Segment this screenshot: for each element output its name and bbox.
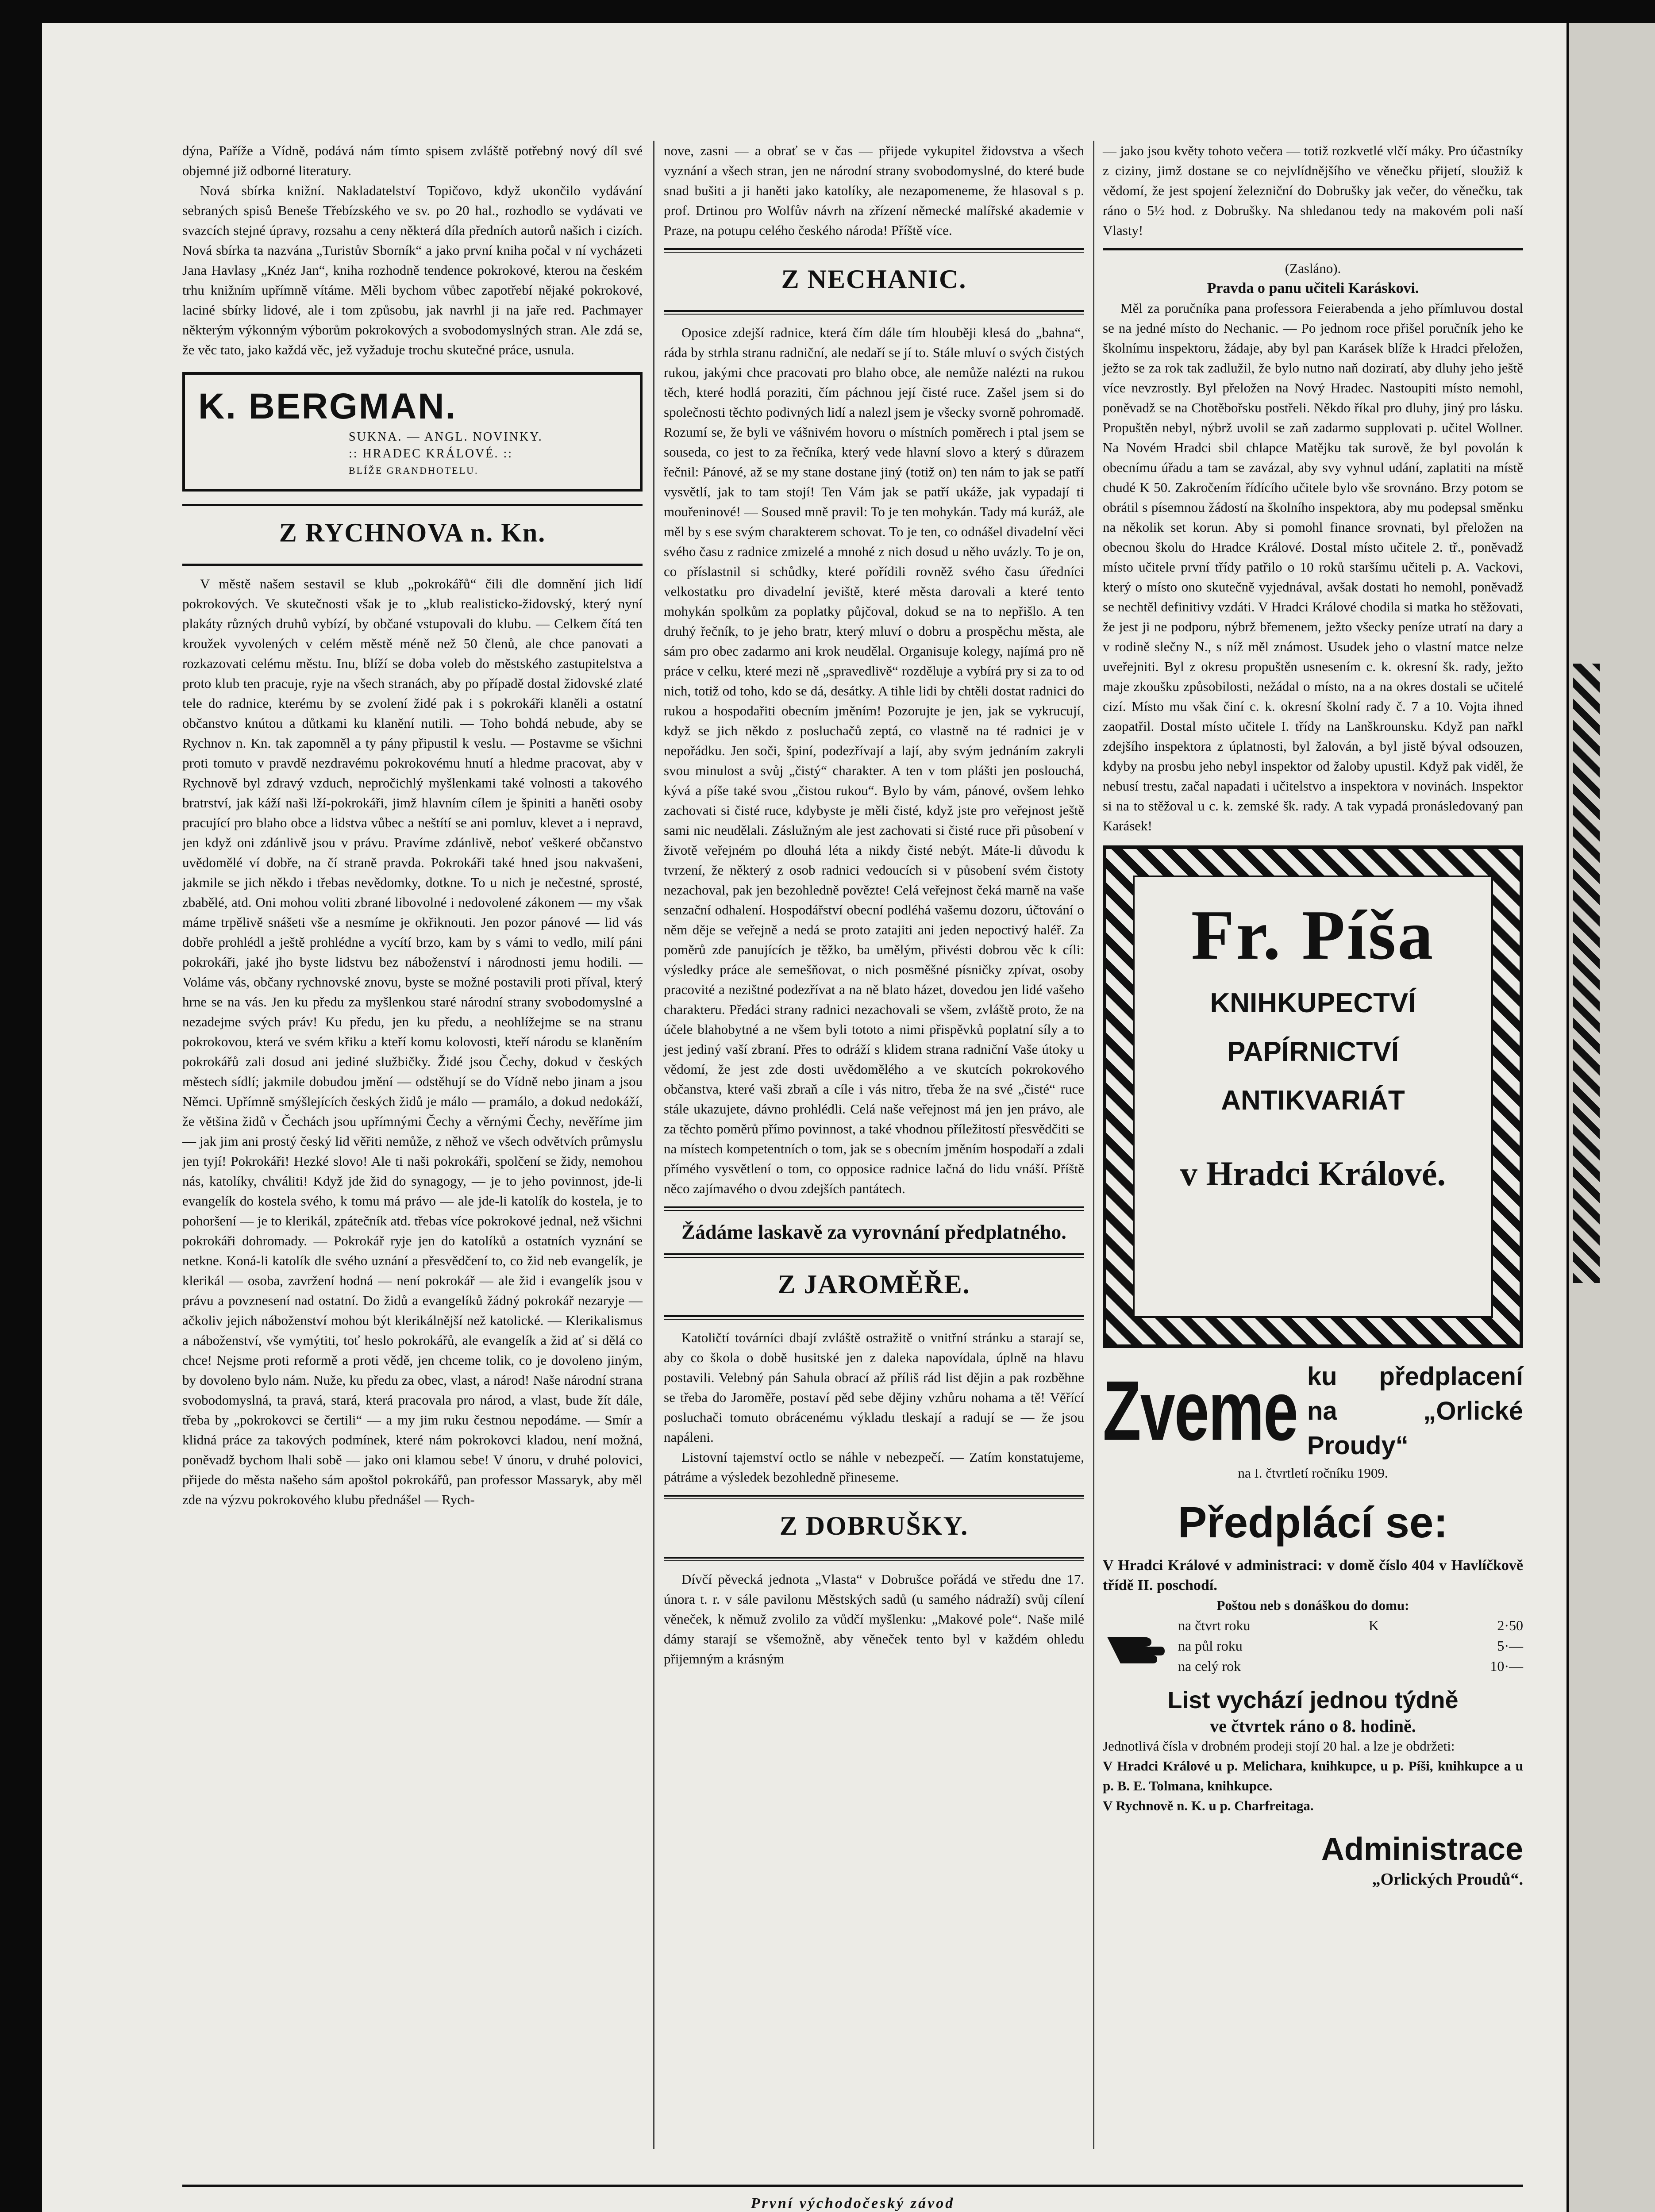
zveme-text: ku předplacení na „Orlické Proudy“ xyxy=(1307,1362,1523,1460)
section-rule xyxy=(182,564,643,566)
pisa-advert xyxy=(1103,845,1523,1348)
rychnov-heading: Z RYCHNOVA n. Kn. xyxy=(279,518,546,547)
zaslano-label: (Zasláno). xyxy=(1285,261,1341,276)
nechanic-article: Oposice zdejší radnice, která čím dále tím hlouběji klesá do „bahna“, ráda by strhla stranu radniční, ale nedaří se jí to. Stále mluví o svých čistých rukou, jakými chce pracovati pro blaho obce, ale nemůže nalézti na rukou těch, které hodlá poraziti, čím páchnou její čisté ruce. Zašel jsem si do společnosti těchto podivných lidí a nalezl jsem je všecky svorně pohromadě. Rozumí se, že byli ve vášnivém hovoru o místních poměrech i ptal jsem se souseda, co jest to za řečníka, který vede hlavní slovo a který s důrazem řečnil: Pánové, až se my stane dostane jiný (totiž on) ten nám to jak se patří vysvětlí, jak to tam stojí! Ten Vám jak se patří ukáže, jak vypadají ti mouřeninové! — Soused mně pravil: To je ten mohykán. Tady má kuráž, ale měl by s ese svým charakterem schovat. To je ten, co odnášel divadelní věci svého času z radnice zmizelé a mnohé z nich dosud u něho uvázly. To je on, co příslastnil si schůdky, které pořídili rovněž svého času úředníci velkostatku pro divadelní jeviště, které města darovali a které tento mohykán spolkům za poplatky půjčoval, dokud se na to nepřišlo. A ten druhý řečník, to je jeho bratr, který mluví o dobru a prospěchu města, ale sám pro obec zadarmo ani krok neudělal. Organisuje kolegy, najímá pro ně práce v celku, které mezi ně „spravedlivě“ rozděluje a vybírá pry si za to od nich, totiž od toho, kdo se dá, desátky. A tihle lidi by chtěli dostat radnici do rukou a hospodařiti obecním jměním! Pozorujte je jen, jak se vykrucují, když se jich někdo z posluchačů zeptá, co vlastně na té radnici je v nepořádku. Jen soči, špiní, podezřívají a lají, aby svým jednáním zakryli svou minulost a svůj „čistý“ charakter. A ten v tom plášti jen poslouchá, kývá a píše také svou „čistou rukou“. Bylo by vám, pánové, ovšem lehko zachovati si čisté ruce, kdybyste je měli čisté, když jste pro veřejnost ještě sami nic neudělali. Záslužným ale jest zachovati si čisté ruce při působení v životě veřejném po dlouhá léta a nikdy čisté nebýt. Máte-li důvodu k tvrzení, že některý z osob radnici vedoucích si v působení svém čistoty nezachoval, pak jen bezohledně povězte! Celá veřejnost čeká marně na vaše senzační odhalení. Hospodářství obecní podléhá vašemu dozoru, účtování o něm děje se veřejně a nedá se proto zatajiti ani jeden nepoctivý haléř. Za poměrů zde panujících je těžko, ba umělým, přivésti dobrou věc k cíli: výsledky práce ale semešňovat, o nich posměšné písničky zpívat, osoby pracovité a nezištné podezřívat a na ně blato házet, dovedou jen lidé vašeho charakteru. Předáci strany radnici nezachovali se všem, zvláště proto, že na účele blahobytné a ne všem byli tototo a nimi přispěvků poplatní síly a to jest jediný vaší zbraní. Přes to odráží s klidem strana radniční Vaše útoky u vědomí, že jest zde dosti uvědomělého a ve skutcích pokrokového občanstva, které vaši zbraň a cíle i vás nitro, třeba že na své „čisté“ ruce stále ukazujete, dávno prohlédli. Celá naše veřejnost má jen jen právo, ale za těchto poměrů přímo povinnost, a také vhodnou příležitostí přesvědčiti se na místech kompetentních o tom, jak se s obecním jměním hospodaří a zdali přímého vysvětlení o tom, co opposice radnice lačná do lidu vnáší. Příště něco zajímavého o dvou zdejších pantátech. xyxy=(664,325,1084,1196)
pisa-line1: KNIHKUPECTVÍ xyxy=(1210,988,1416,1018)
bergman-advert xyxy=(182,372,643,492)
continuation-paragraph: — jako jsou květy tohoto večera — totiž rozkvetlé vlčí máky. Pro účastníky z ciziny, jimž dostane se co nejvlídnějšího ve věnečku přijetí, sloužiž k vědomí, že jest spojení železniční do Dobrušky jak večer, do věnečku, tak ráno o 5½ hod. z Dobrušky. Na shledanou tedy na makovém poli naší Vlasty! xyxy=(1103,143,1523,238)
bergman-line2: :: HRADEC KRÁLOVÉ. :: xyxy=(349,447,513,461)
rocnik-line: na I. čtvrtletí ročníku 1909. xyxy=(1238,1465,1388,1481)
section-rule xyxy=(664,1315,1084,1320)
continuation-paragraph: nove, zasni — a obrať se v čas — přijede vykupitel židovstva a všech vyznání a všech stran, jen ne národní strany svobodomyslné, do které bude snad bušiti a ji haněti jako katolíky, ale nezapomeneme, že hlasoval s p. prof. Drtinou pro Wolfův návrh na zřízení německé malířské akademie v Praze, na potupu celého českého národa! Příště více. xyxy=(664,143,1084,238)
bergman-line3: BLÍŽE GRANDHOTELU. xyxy=(349,465,479,476)
column-3 xyxy=(1103,141,1523,1889)
jaromer-heading: Z JAROMĚŘE. xyxy=(777,1270,970,1299)
dobruska-article: Dívčí pěvecká jednota „Vlasta“ v Dobrušce pořádá ve středu dne 17. února t. r. v sále pavilonu Městských sadů (u samého nádraží) svůj cílení věneček, k němuž zvolilo za vůdčí myšlenku: „Makové pole“. Naše milé dámy starají se všemožně, aby věneček tento byl v každém ohledu přijemným a krásným xyxy=(664,1571,1084,1667)
price-row: na půl roku 5·— xyxy=(1178,1638,1523,1654)
column-divider xyxy=(1093,141,1094,2149)
zveme-word: Zveme xyxy=(1103,1363,1297,1459)
predplaci-heading: Předplácí se: xyxy=(1178,1498,1448,1547)
section-rule xyxy=(664,1495,1084,1499)
jaromer-article: Katoličtí továrníci dbají zvláště ostražitě o vnitřní stránku a starají se, aby co škola o době husitské jen z daleka napovídala, úplně na hlavu postavili. Velebný pán Sahula obrací až příliš rád list dějin a pak rozběhne se třeba do Jaroměře, postaví pěd sebe dějiny vzhůru nohama a tě! Věřící posluchači tomuto obrácenému výkladu tleskají a radují se — že jsou napáleni. xyxy=(664,1330,1084,1445)
pisa-name: Fr. Píša xyxy=(1191,895,1435,974)
karasek-article: Měl za poručníka pana professora Feierabenda a jeho přímluvou dostal se na jedné místo do Nechanic. — Po jednom roce přišel poručník jeho ke školnímu inspektoru, žádaje, aby byl pan Karásek blíže k Hradci přeložen, ježto se za rok tak zadlužil, že bylo nutno naň doziratí, aby dluhy jeho ještě více nevzrostly. Byl přeložen na Nový Hradec. Nastoupiti místo nemohl, poněvadž se na Chotěbořsku postřeli. Někdo říkal pro dluhy, jiný pro lásku. Propuštěn nebyl, nýbrž uvolil se zaň zadarmo supplovati p. učitel Wollner. Na Novém Hradci sbil chlapce Matějku tak surově, že byl povolán k obecnímu úřadu a tam se zavázal, aby svy vyhnul udání, zaplatiti na místě chudé K 50. Zakročením řídícího učitele bylo vše srovnáno. Brzy potom se obrátil s písemnou žádostí na školního inspektora, aby mu podepsal směnku na několik set korun. Aby si pomohl finance srovnati, byl přeložen na obecnou školu do Hradce Králové. Dostal místo učitele 2. tř., poněvadž místo učitele první třídy patřilo o 10 roků staršímu učiteli p. A. Vackovi, který o místo ono skutečně vyjednával, avšak dostati ho nemohl, poněvadž se nechtěl definitivy vzdáti. V Hradci Králové chodila si matka ho stěžovati, že jest ji ne podporu, nýbrž břemenem, ježto všecky peníze utratí na dary a v rodině slečny N., s níž měl známost. Usudek jeho o vlastní matce nelze uveřejniti. Byl z okresu propuštěn usnesením c. k. okresní šk. rady, ježto maje zkoušku způsobilosti, nežádal o místo, na a na okres dostali se učitelé cizí. Místo mu však činí c. k. okresní školní rady č. 7 a 10. Vojta ihned zaopatřil. Dostal místo učitele I. třídy na Lanškrounsku. Když pan nařkl zdejšího inspektora z úplatnosti, byl žalován, a byl jistě býval odsouzen, kdyby na prosbu jeho nebyl inspektor od žaloby upustil. Když pak viděl, že nebusí trestu, začal napadati i učitelstvo a inspektora v novinách. Inspektor si na to stěžoval u c. k. zemské šk. rady. A tak vypadá pronásledovaný pan Karásek! xyxy=(1103,300,1523,833)
pisa-advert-inner xyxy=(1133,876,1493,1318)
section-rule xyxy=(664,310,1084,315)
adjacent-page-ornament xyxy=(1573,664,1600,1283)
section-rule xyxy=(1103,248,1523,250)
section-rule xyxy=(664,1206,1084,1211)
price-row: na celý rok 10·— xyxy=(1178,1658,1523,1674)
list-line2: ve čtvrtek ráno o 8. hodině. xyxy=(1210,1716,1416,1736)
section-rule xyxy=(182,504,643,506)
section-rule xyxy=(664,248,1084,253)
bergman-line1: SUKNA. — ANGL. NOVINKY. xyxy=(349,430,543,444)
jednotliva-line: Jednotlivá čísla v drobném prodeji stojí 20 hal. a lze je obdržeti: xyxy=(1103,1738,1455,1754)
posta-line: Poštou neb s donáškou do domu: xyxy=(1216,1598,1409,1613)
pisa-city: v Hradci Králové. xyxy=(1180,1154,1446,1193)
column-1 xyxy=(182,141,643,1509)
column-2 xyxy=(664,141,1084,1669)
potucek-advert xyxy=(182,2177,1523,2212)
price-rows xyxy=(1178,1615,1523,1676)
admin-signature: Administrace xyxy=(1321,1832,1523,1867)
price-row: na čtvrt roku K 2·50 xyxy=(1178,1617,1523,1633)
outlets-hradec: V Hradci Králové u p. Melichara, knihkupce, u p. Píši, knihkupce a u p. B. E. Tolmana, knihkupce. xyxy=(1103,1758,1523,1793)
sbirka-paragraph: Nová sbírka knižní. Nakladatelství Topičovo, když ukončilo vydávání sebraných spisů Beneše Třebízského ve sv. po 20 hal., rozhodlo se vydávati ve svazcích stejné úpravy, rozsahu a ceny některá díla předních autorů našich i cizích. Nová sbírka ta nazvána „Turistův Sborník“ a jako první kniha počal v ní vycházeti Jana Havlasy „Knéz Jan“, kniha rozhodně tendence pokrokové, kterou na českém trhu knižním upřímně vítáme. Měli bychom vůbec zapotřebí nějaké pokrokové, laciné sbírky lidové, ale i tom způsobu, jak navrhl ji na jaře red. Pachmayer některým výkonným výborům pokrokových a svobodomyslných stran. Ale zdá se, že věc tato, jako každá věc, jež vyžaduje trochu skutečné práce, usnula. xyxy=(182,183,643,357)
pisa-line2: PAPÍRNICTVÍ xyxy=(1227,1037,1399,1067)
karasek-heading: Pravda o panu učiteli Karáskovi. xyxy=(1207,280,1419,296)
section-rule xyxy=(664,1557,1084,1561)
admin-info: V Hradci Králové v administraci: v domě číslo 404 v Havlíčkově třídě II. poschodí. xyxy=(1103,1557,1523,1594)
outlets-rychnov: V Rychnově n. K. u p. Charfreitaga. xyxy=(1103,1798,1314,1813)
list-line1: List vychází jednou týdně xyxy=(1167,1687,1459,1713)
subscription-advert xyxy=(1103,1359,1523,1463)
subscription-notice: Žádáme laskavě za vyrovnání předplatného. xyxy=(681,1221,1066,1243)
bergman-name: K. BERGMAN. xyxy=(198,386,457,426)
pointing-hand-icon xyxy=(1103,1624,1169,1668)
rychnov-article: V městě našem sestavil se klub „pokrokářů“ čili dle domnění jich lidí pokrokových. Ve skutečnosti však je to „klub realisticko-židovský, který nyní plakáty různých druhů vybízí, by občané vstupovali do klubu. — Celkem čítá ten kroužek vyvolených v celém městě méně než 50 členů, ale chce panovati a rozkazovati celému městu. Inu, blíží se doba voleb do městského zastupitelstva a proto klub ten pracuje, ryje na všech stranách, aby po případě dostal židovské zlaté tele do radnice, kterému by se zvolení židé pak i s pokrokáři klaněli a ostatní občanstvo knútou a důtkami ku klanění nutili. — Toho bohdá nebude, aby se Rychnov n. Kn. tak zapomněl a ty pány připustil k veslu. — Postavme se všichni proti tomuto v pravdě nezdravému pokrokovému hnutí a hledme pracovat, aby v Rychnově byl zdravý vzduch, nepročichlý myšlenkami také volnosti a takového bratrství, jak káží naši lží-pokrokáři, jimž hlavním cílem je špiniti a haněti osoby pracující pro blaho obce a lidstva vůbec a neštítí se ani pomluv, klevet a i nepravd, jen když oni zdánlivě jsou v právu. Pravíme zdánlivě, neboť veškeré občanstvo uvědomělé ví dobře, na čí straně pravda. Pokrokáři také hned jsou nakvašeni, jakmile se jich někdo i třebas nevědomky, dotkne. To u nich je nečestné, sprosté, zbabělé, atd. Oni mohou voliti zbrané libovolné i nedovolené zákonem — my však máme trpělivě snášeti vše a nesmíme je okřiknouti. Jen pozor pánové — lid vás dobře prohlédl a ještě prohlédne a vycítí brzo, kam by s vámi to vedlo, milí páni pokrokáři, jaké jho byste lidstvu bez náboženství i národnosti jemu hodili. — Voláme vás, občany rychnovské znovu, byste se možné postavili proti příval, který hrne se na vás. Jen ku předu za myšlenkou staré národní strany svobodomyslné a nezadejme svých práv! Ku předu, jen ku předu, a neohlížejme se na stranu pokrokovou, která ve svém křiku a kteří komu kolovosti, kteří národu se klaněním pokrokářů zali dosud ani jediné službičky. Židé jsou Čechy, dokud v českých městech sídlí; jakmile dobudou jmění — odstěhují se do Vídně nebo jinam a jsou Němci. Upřímně smýšlejících českých židů je málo — pramálo, a dokud nedokáží, že většina židů v Čechách jsou upřímnými Čechy a věrnými Čechy, nevěříme jim — jak jim ani prostý český lid věřiti nemůže, z něhož ve všech odvětvích průmyslu jen tyjí! Pokrokáři! Hezké slovo! Ale ti naši pokrokáři, spolčení se židy, nemohou nás, katolíky, chváliti! Když jde žid do synagogy, — je to jeho povinnost, jde-li evangelík do kostela svého, k tomu má právo — ale jde-li katolík do kostela, je to pohoršení — je to klerikál, zpátečník atd. třebas více pokrokové jednal, než všichni pokrokáři dohromady. — Pokrokář ryje jen do katolíků a ostatních vyznání se netkne. Koná-li katolík dle svého uznání a přesvědčení to, co žid neb evangelík, je klerikál — osoba, zavržení hodná — není pokrokář — ale žid i evangelík jsou v právu a povznesení nad ostatní. Do židů a evangelíků žádný pokrokář nezaryje — ačkoliv jejich náboženství mohou být klerikálnější než katolické. — Klerikalismus a náboženství, vše vymýtiti, toť heslo pokrokářů, ale evangelík a žid ať si dělá co chce! Nejsme proti reformě a proti vědě, jen chceme tolik, co je dovoleno jiným, by dovoleno bylo nám. Nuže, ku předu za obec, vlast, a národ! Naše národní strana svobodomyslná, ta pravá, stará, která pracovala pro národ, a vlast, bude žít dále, třeba by „pokrokovci se čertili“ — a my jim ruku čestnou nepodáme. — Smír a klidná práce za takových podmínek, které nám pokrokovci kladou, není možná, poněvadž bychom lhali sobě — jako oni klamou sebe! V únoru, v druhé polovici, přijede do města našeho sám apoštol pokrokářů, pan professor Massaryk, aby měl zde na výzvu pokrokového klubu přednášel — Rych- xyxy=(182,576,643,1507)
dobruska-heading: Z DOBRUŠKY. xyxy=(779,1511,969,1540)
banner-rule xyxy=(182,2185,1523,2187)
pisa-line3: ANTIKVARIÁT xyxy=(1221,1085,1405,1116)
banner-top: První východočeský závod xyxy=(751,2195,955,2212)
price-list xyxy=(1103,1615,1523,1676)
jaromer-article-2: Listovní tajemství octlo se náhle v nebezpečí. — Zatím konstatujeme, pátráme a výsledek bezohledně přineseme. xyxy=(664,1449,1084,1485)
column-divider xyxy=(653,141,654,2149)
intro-paragraph: dýna, Paříže a Vídně, podává nám tímto spisem zvláště potřebný nový díl své objemné již odborné literatury. xyxy=(182,143,643,178)
section-rule xyxy=(664,1253,1084,1258)
nechanic-heading: Z NECHANIC. xyxy=(781,265,967,294)
admin-signature-2: „Orlických Proudů“. xyxy=(1372,1870,1523,1889)
